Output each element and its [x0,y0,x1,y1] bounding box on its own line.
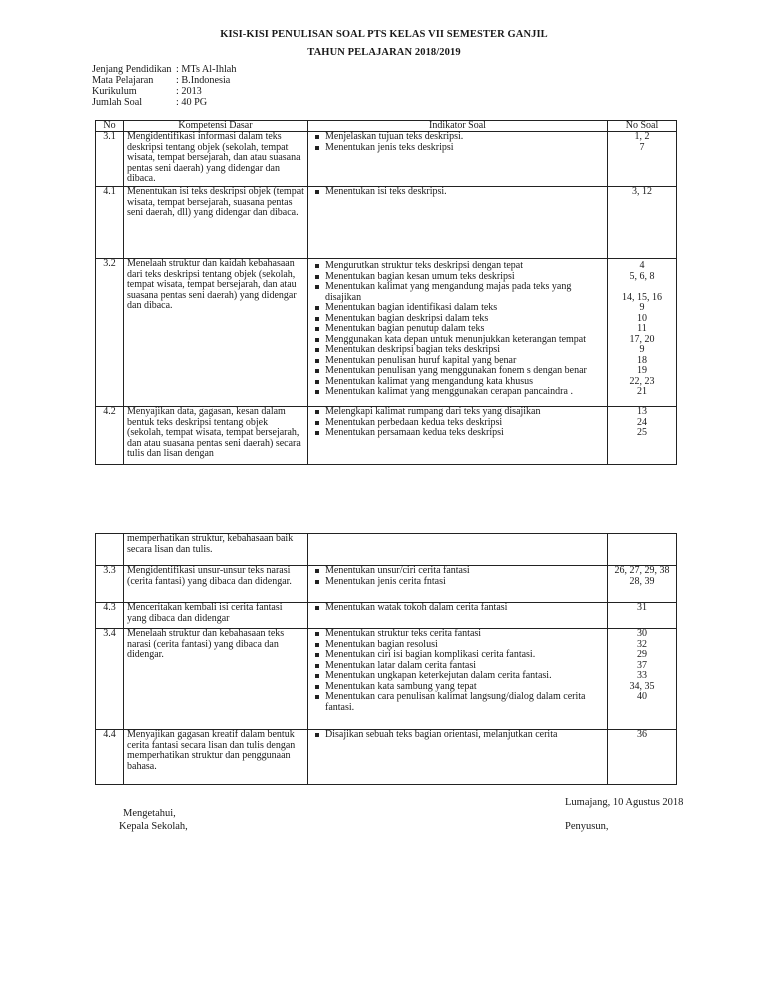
indikator-item: Menentukan persamaan kedua teks deskripsi [325,428,604,439]
cell-no-soal [608,603,677,629]
table-body [96,534,677,785]
indikator-item: Menentukan jenis cerita fntasi [325,577,604,588]
indikator-item: Menentukan perbedaan kedua teks deskripsi [325,418,604,429]
cell-no: 3.2 [96,259,124,407]
soal-number: 11 [637,323,647,334]
cell-no-soal [608,534,677,566]
cell-kompetensi-dasar: Menyajikan gagasan kreatif dalam bentuk cerita fantasi secara lisan dan tulis dengan memperhatikan struktur dan penggunaan bahasa. [124,730,308,785]
soal-number: 26, 27, 29, 38 [614,565,670,576]
meta-key: Kurikulum [92,86,137,97]
soal-number: 34, 35 [629,680,655,692]
indikator-item: Menentukan cara penulisan kalimat langsung/dialog dalam cerita fantasi. [325,692,604,713]
cell-indikator [308,730,608,785]
indikator-item: Menentukan latar dalam cerita fantasi [325,661,604,672]
header-no: No [96,121,124,132]
meta-value: : 2013 [176,86,202,97]
place-date: Lumajang, 10 Agustus 2018 [565,797,684,808]
indikator-list [311,566,604,587]
indikator-item: Mengurutkan struktur teks deskripsi dengan tepat [325,261,604,272]
meta-row [92,64,236,75]
soal-number: 9 [639,344,645,355]
table-row [96,259,677,407]
indikator-item: Menentukan bagian resolusi [325,640,604,651]
indikator-item: Menentukan bagian deskripsi dalam teks [325,314,604,325]
meta-value: : MTs Al-Ihlah [176,64,237,75]
soal-number: 14, 15, 16 [622,291,662,303]
soal-number: 19 [637,365,647,376]
cell-kompetensi-dasar: Menelaah struktur dan kebahasaan teks narasi (cerita fantasi) yang dibaca dan didengar. [124,629,308,730]
cell-kompetensi-dasar: Mengidentifikasi informasi dalam teks deskripsi tentang objek (sekolah, tempat wisata, tempat bersejarah, dan atau suasana pentas seni daerah) yang didengar dan dibaca. [124,132,308,187]
table-row [96,730,677,785]
header-no-soal: No Soal [608,121,677,132]
indikator-list [311,730,604,741]
indikator-list [311,603,604,614]
cell-indikator [308,566,608,603]
table-row [96,187,677,259]
indikator-item: Menentukan isi teks deskripsi. [325,187,604,198]
indikator-item: Menjelaskan tujuan teks deskripsi. [325,132,604,143]
indikator-item: Menentukan jenis teks deskripsi [325,143,604,154]
soal-number: 40 [637,691,647,702]
indikator-item: Menentukan deskripsi bagian teks deskripsi [325,345,604,356]
table-row [96,629,677,730]
meta-row [92,86,236,97]
cell-no-soal [608,407,677,465]
indikator-list [311,261,604,398]
indikator-item: Menentukan kalimat yang mengandung kata khusus [325,377,604,388]
cell-kompetensi-dasar: memperhatikan struktur, kebahasaan baik secara lisan dan tulis. [124,534,308,566]
cell-kompetensi-dasar: Menceritakan kembali isi cerita fantasi yang dibaca dan didengar [124,603,308,629]
table-row [96,407,677,465]
table-row [96,566,677,603]
cell-indikator [308,259,608,407]
meta-key: Jenjang Pendidikan [92,64,172,75]
cell-no-soal [608,187,677,259]
indikator-item: Disajikan sebuah teks bagian orientasi, melanjutkan cerita [325,730,604,741]
indikator-item: Menentukan watak tokoh dalam cerita fantasi [325,603,604,614]
indikator-item: Menentukan kata sambung yang tepat [325,682,604,693]
cell-kompetensi-dasar: Menentukan isi teks deskripsi objek (tempat wisata, tempat bersejarah, suasana pentas seni daerah, dll) yang didengar dan dibaca. [124,187,308,259]
cell-no-soal [608,566,677,603]
header-indikator-soal: Indikator Soal [308,121,608,132]
indikator-item: Menentukan penulisan huruf kapital yang benar [325,356,604,367]
cell-no: 4.3 [96,603,124,629]
indikator-item: Menentukan bagian kesan umum teks deskripsi [325,272,604,283]
indikator-item: Melengkapi kalimat rumpang dari teks yang disajikan [325,407,604,418]
soal-number: 22, 23 [629,375,655,387]
cell-no-soal [608,132,677,187]
signature-left-title: Kepala Sekolah, [119,821,188,832]
signature-left-label: Mengetahui, [123,808,176,819]
cell-indikator [308,187,608,259]
table-row [96,603,677,629]
cell-no-soal [608,259,677,407]
soal-number [611,282,673,293]
soal-number: 21 [637,386,647,397]
kisi-table-page1 [95,120,677,465]
soal-number: 36 [637,729,647,740]
meta-row [92,97,236,108]
soal-number: 3, 12 [632,186,652,197]
cell-no: 3.3 [96,566,124,603]
soal-number: 28, 39 [629,575,655,587]
indikator-item: Menentukan unsur/ciri cerita fantasi [325,566,604,577]
meta-key: Mata Pelajaran [92,75,154,86]
indikator-item: Menentukan bagian penutup dalam teks [325,324,604,335]
soal-number: 33 [637,670,647,681]
indikator-item: Menentukan bagian identifikasi dalam teks [325,303,604,314]
cell-no-soal [608,629,677,730]
cell-no: 3.1 [96,132,124,187]
indikator-list [311,187,604,198]
cell-kompetensi-dasar: Menelaah struktur dan kaidah kebahasaan dari teks deskripsi tentang objek (sekolah, tempat wisata, tempat bersejarah, dan atau suasana pentas seni daerah) yang didengar dan dibaca. [124,259,308,407]
indikator-item: Menggunakan kata depan untuk menunjukkan keterangan tempat [325,335,604,346]
soal-number: 5, 6, 8 [629,270,655,282]
indikator-item: Menentukan struktur teks cerita fantasi [325,629,604,640]
soal-number: 1, 2 [634,131,650,142]
indikator-item: Menentukan penulisan yang menggunakan fonem s dengan benar [325,366,604,377]
table-row [96,534,677,566]
soal-number: 31 [637,602,647,613]
soal-number: 13 [637,406,647,417]
table-header-row [96,121,677,132]
cell-no: 4.1 [96,187,124,259]
indikator-item: Menentukan ciri isi bagian komplikasi cerita fantasi. [325,650,604,661]
document-title: KISI-KISI PENULISAN SOAL PTS KELAS VII SEMESTER GANJIL [220,29,548,40]
document-subtitle: TAHUN PELAJARAN 2018/2019 [307,47,461,58]
cell-indikator [308,534,608,566]
cell-kompetensi-dasar: Mengidentifikasi unsur-unsur teks narasi (cerita fantasi) yang dibaca dan didengar. [124,566,308,603]
soal-number: 29 [637,649,647,660]
soal-number: 17, 20 [629,333,655,345]
indikator-item: Menentukan kalimat yang menggunakan cerapan pancaindra . [325,387,604,398]
meta-key: Jumlah Soal [92,97,143,108]
cell-no: 3.4 [96,629,124,730]
kisi-table-page2 [95,533,677,785]
cell-indikator [308,132,608,187]
cell-no [96,534,124,566]
meta-row [92,75,236,86]
soal-number: 18 [637,354,647,366]
soal-number: 37 [637,659,647,671]
soal-number: 7 [639,141,645,153]
soal-number: 24 [637,416,647,428]
indikator-list [311,407,604,439]
meta-value: : B.Indonesia [176,75,231,86]
soal-number: 10 [637,312,647,324]
cell-no: 4.2 [96,407,124,465]
cell-no-soal [608,730,677,785]
cell-indikator [308,407,608,465]
indikator-list [311,629,604,713]
signature-right-title: Penyusun, [565,821,609,832]
soal-number: 9 [639,302,645,313]
document-meta [92,64,236,108]
indikator-list [311,132,604,153]
indikator-item: Menentukan ungkapan keterkejutan dalam cerita fantasi. [325,671,604,682]
table-row [96,132,677,187]
soal-number: 4 [639,260,645,271]
indikator-item: Menentukan kalimat yang mengandung majas pada teks yang disajikan [325,282,604,303]
soal-number: 32 [637,638,647,650]
meta-value: : 40 PG [176,97,208,108]
cell-indikator [308,629,608,730]
soal-number: 25 [637,427,647,438]
table-body [96,132,677,465]
cell-no: 4.4 [96,730,124,785]
header-kompetensi-dasar: Kompetensi Dasar [124,121,308,132]
cell-indikator [308,603,608,629]
cell-kompetensi-dasar: Menyajikan data, gagasan, kesan dalam bentuk teks deskripsi tentang objek (sekolah, tempat wisata, tempat bersejarah, dan atau suasana pentas seni daerah) secara tulis dan lisan dengan [124,407,308,465]
soal-number: 30 [637,628,647,639]
